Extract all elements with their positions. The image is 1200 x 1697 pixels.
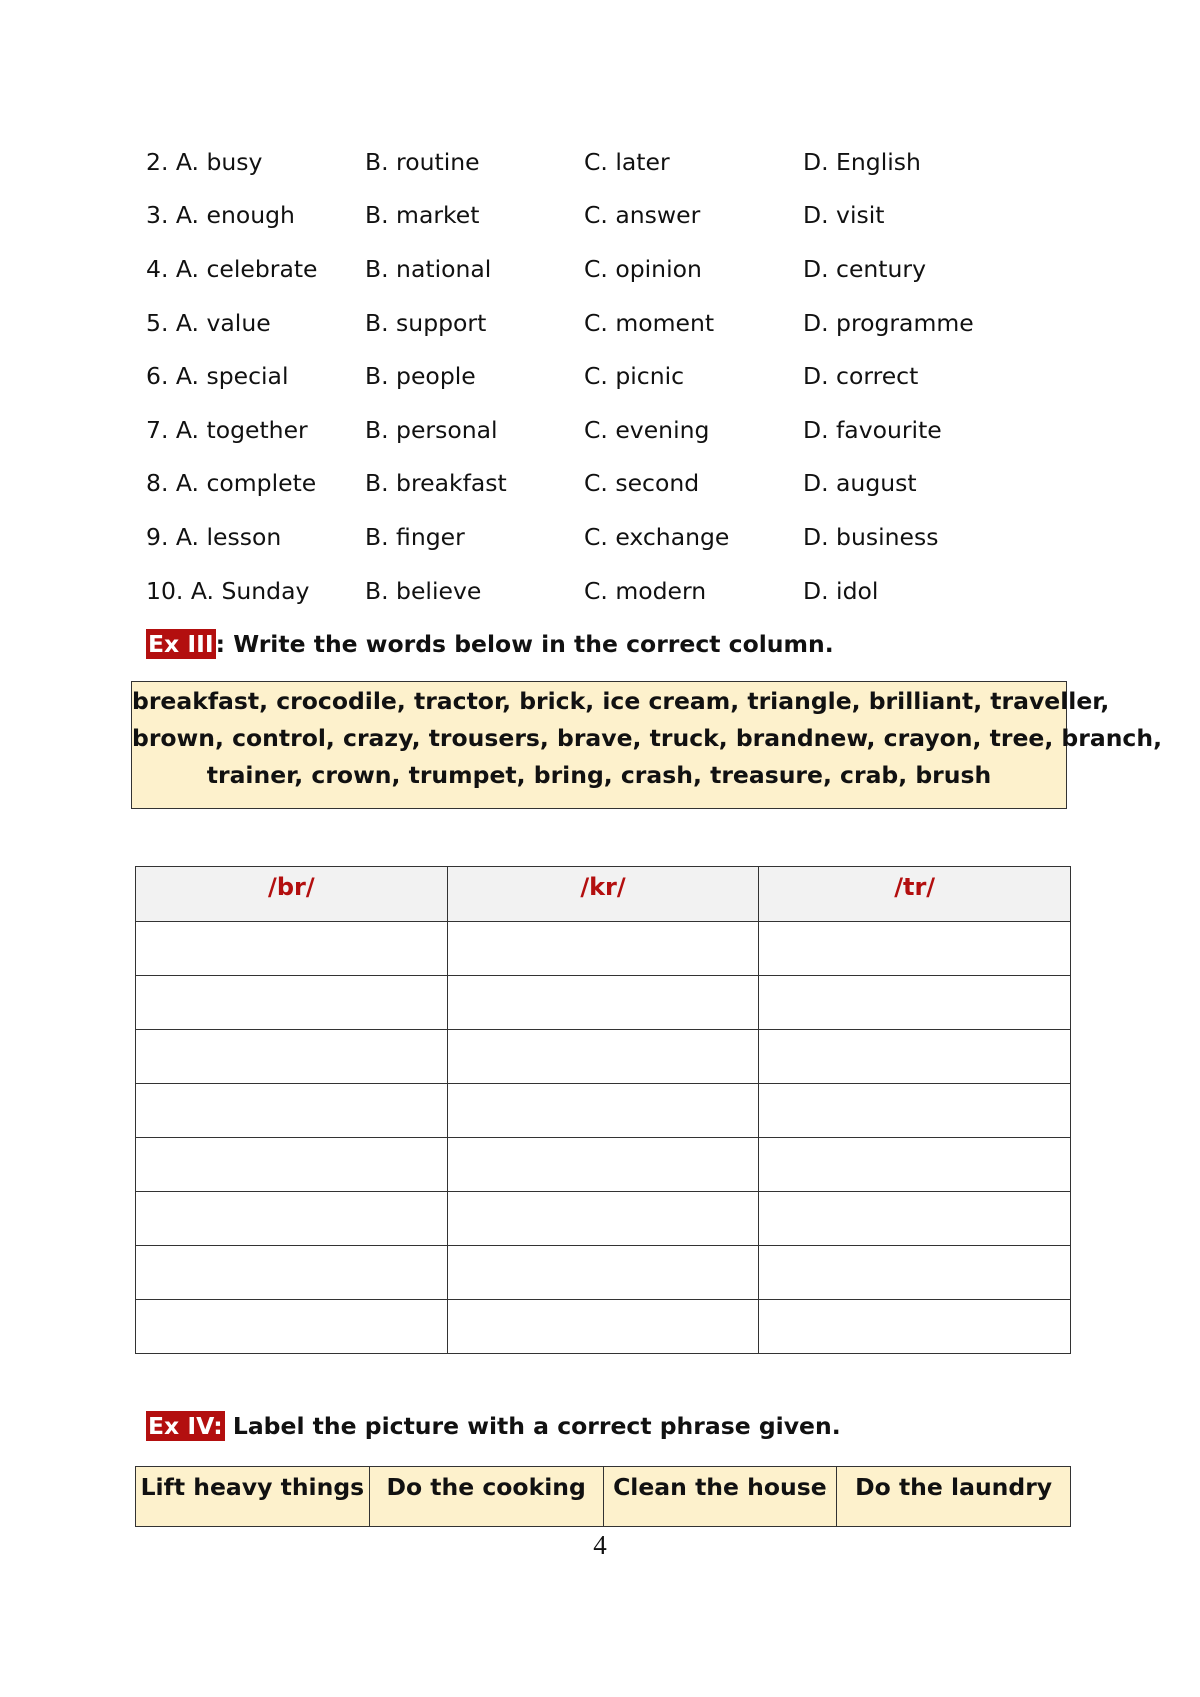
word-bank-line: breakfast, crocodile, tractor, brick, ice cream, triangle, brilliant, traveller, <box>132 687 1110 715</box>
question-row <box>146 403 1046 457</box>
option-d: D. century <box>803 254 926 283</box>
answer-cell[interactable] <box>759 922 1071 976</box>
table-row <box>136 1084 1071 1138</box>
question-row <box>146 189 1046 243</box>
answer-cell[interactable] <box>136 1138 448 1192</box>
option-c: C. moment <box>584 308 715 337</box>
option-b: B. finger <box>365 522 465 551</box>
option-b: B. support <box>365 308 487 337</box>
question-row <box>146 296 1046 350</box>
option-b: B. personal <box>365 415 498 444</box>
option-a: 8. A. complete <box>146 469 317 498</box>
option-a: 3. A. enough <box>146 201 295 230</box>
question-row <box>146 349 1046 403</box>
answer-cell[interactable] <box>447 1192 759 1246</box>
answer-cell[interactable] <box>447 1138 759 1192</box>
question-row <box>146 242 1046 296</box>
table-row <box>136 1138 1071 1192</box>
option-a: 4. A. celebrate <box>146 254 318 283</box>
option-b: B. market <box>365 201 480 230</box>
table-row <box>136 922 1071 976</box>
answer-cell[interactable] <box>136 1084 448 1138</box>
answer-cell[interactable] <box>447 922 759 976</box>
option-a: 7. A. together <box>146 415 308 444</box>
option-a: 9. A. lesson <box>146 522 282 551</box>
exercise-4-heading <box>146 1412 841 1440</box>
word-bank-line: trainer, crown, trumpet, bring, crash, treasure, crab, brush <box>206 761 992 789</box>
option-d: D. favourite <box>803 415 942 444</box>
option-b: B. national <box>365 254 492 283</box>
answer-cell[interactable] <box>136 1192 448 1246</box>
option-b: B. believe <box>365 576 482 605</box>
answer-cell[interactable] <box>136 922 448 976</box>
option-c: C. evening <box>584 415 710 444</box>
table-row <box>136 1192 1071 1246</box>
option-d: D. programme <box>803 308 974 337</box>
option-a: 5. A. value <box>146 308 271 337</box>
answer-cell[interactable] <box>447 1084 759 1138</box>
option-d: D. business <box>803 522 939 551</box>
phrase-do-the-laundry: Do the laundry <box>837 1467 1071 1527</box>
option-a: 2. A. busy <box>146 147 263 176</box>
option-c: C. later <box>584 147 670 176</box>
table-row <box>136 976 1071 1030</box>
option-a: 6. A. special <box>146 362 289 391</box>
answer-cell[interactable] <box>759 1246 1071 1300</box>
question-row <box>146 135 1046 189</box>
option-c: C. modern <box>584 576 707 605</box>
column-header-tr: /tr/ <box>759 867 1071 922</box>
option-c: C. second <box>584 469 700 498</box>
exercise-3-heading <box>146 630 834 658</box>
answer-cell[interactable] <box>136 1030 448 1084</box>
exercise-4-tag: Ex IV: <box>148 1412 223 1440</box>
phrase-do-the-cooking: Do the cooking <box>369 1467 603 1527</box>
answer-cell[interactable] <box>759 1192 1071 1246</box>
answer-cell[interactable] <box>447 1030 759 1084</box>
option-d: D. idol <box>803 576 879 605</box>
word-bank <box>131 681 1163 809</box>
answer-cell[interactable] <box>447 1300 759 1354</box>
answer-cell[interactable] <box>136 1300 448 1354</box>
table-row <box>136 1246 1071 1300</box>
answer-cell[interactable] <box>447 1246 759 1300</box>
phrase-row <box>136 1467 1071 1527</box>
option-b: B. routine <box>365 147 480 176</box>
option-c: C. picnic <box>584 362 685 391</box>
exercise-3-instruction: : Write the words below in the correct column. <box>215 630 834 658</box>
option-d: D. correct <box>803 362 919 391</box>
option-c: C. answer <box>584 201 701 230</box>
answer-cell[interactable] <box>759 976 1071 1030</box>
option-d: D. visit <box>803 201 885 230</box>
word-bank-line: brown, control, crazy, trousers, brave, truck, brandnew, crayon, tree, branch, <box>132 724 1163 752</box>
option-b: B. people <box>365 362 476 391</box>
answer-cell[interactable] <box>136 1246 448 1300</box>
multiple-choice-list <box>146 135 1046 617</box>
table-row <box>136 1300 1071 1354</box>
phrase-bank <box>135 1466 1071 1527</box>
option-c: C. exchange <box>584 522 730 551</box>
table-row <box>136 1030 1071 1084</box>
option-a: 10. A. Sunday <box>146 576 310 605</box>
answer-cell[interactable] <box>759 1300 1071 1354</box>
exercise-3-tag: Ex III <box>148 630 214 658</box>
question-row <box>146 510 1046 564</box>
answer-cell[interactable] <box>136 976 448 1030</box>
answer-cell[interactable] <box>447 976 759 1030</box>
answer-cell[interactable] <box>759 1138 1071 1192</box>
column-header-kr: /kr/ <box>447 867 759 922</box>
option-d: D. august <box>803 469 917 498</box>
question-row <box>146 564 1046 618</box>
question-row <box>146 457 1046 511</box>
exercise-4-instruction: Label the picture with a correct phrase given. <box>224 1412 841 1440</box>
option-d: D. English <box>803 147 921 176</box>
option-b: B. breakfast <box>365 469 507 498</box>
column-header-br: /br/ <box>136 867 448 922</box>
table-header-row <box>136 867 1071 922</box>
answer-cell[interactable] <box>759 1030 1071 1084</box>
page-number: 4 <box>593 1530 607 1560</box>
phrase-clean-the-house: Clean the house <box>603 1467 837 1527</box>
answer-cell[interactable] <box>759 1084 1071 1138</box>
option-c: C. opinion <box>584 254 702 283</box>
sound-sorting-table <box>135 866 1071 1354</box>
phrase-lift-heavy-things: Lift heavy things <box>136 1467 370 1527</box>
